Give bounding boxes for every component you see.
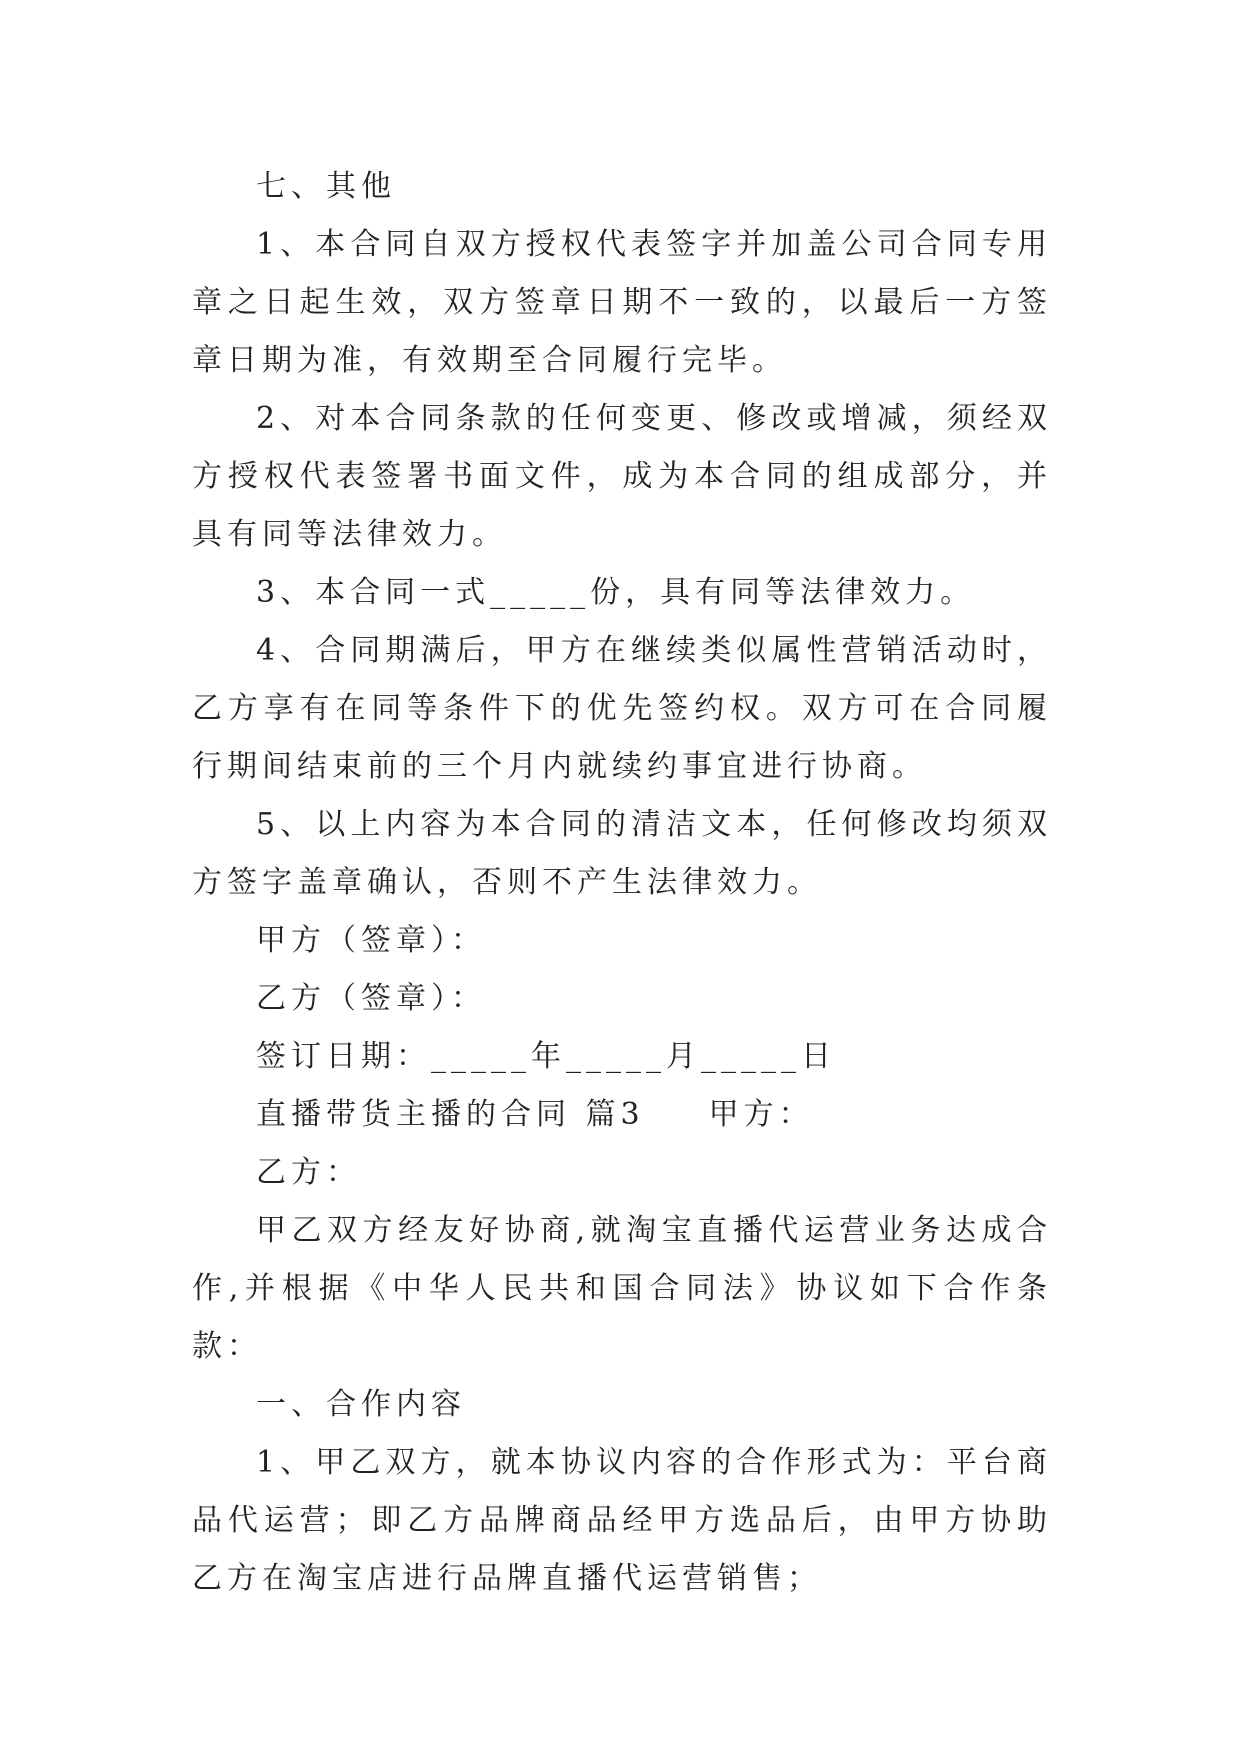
cooperation-clause-1: 1、甲乙双方，就本协议内容的合作形式为：平台商品代运营；即乙方品牌商品经甲方选品后，由甲方协助乙方在淘宝店进行品牌直播代运营销售； [192, 1445, 1052, 1596]
section-party-b: 乙方： [256, 1155, 361, 1190]
heading-cooperation-content: 一、合作内容 [256, 1387, 466, 1422]
clause-1: 1、本合同自双方授权代表签字并加盖公司合同专用章之日起生效，双方签章日期不一致的，以最后一方签章日期为准，有效期至合同履行完毕。 [192, 227, 1052, 378]
clause-2: 2、对本合同条款的任何变更、修改或增减，须经双方授权代表签署书面文件，成为本合同的组成部分，并具有同等法律效力。 [192, 401, 1052, 552]
clause-3: 3、本合同一式_____份，具有同等法律效力。 [256, 575, 976, 610]
section-heading-line [192, 1086, 1052, 1144]
section-title: 直播带货主播的合同 篇3 [256, 1097, 645, 1132]
document-body [192, 158, 1052, 1608]
clause-5: 5、以上内容为本合同的清洁文本，任何修改均须双方签字盖章确认，否则不产生法律效力。 [192, 807, 1052, 900]
party-a-signature: 甲方（签章）： [256, 923, 486, 958]
section-party-a: 甲方： [708, 1097, 814, 1132]
signing-date: 签订日期：_____年_____月_____日 [256, 1039, 836, 1074]
clause-4: 4、合同期满后，甲方在继续类似属性营销活动时，乙方享有在同等条件下的优先签约权。双方可在合同履行期间结束前的三个月内就续约事宜进行协商。 [192, 633, 1052, 784]
party-b-signature: 乙方（签章）： [256, 981, 486, 1016]
intro-paragraph: 甲乙双方经友好协商,就淘宝直播代运营业务达成合作,并根据《中华人民共和国合同法》协议如下合作条款： [192, 1213, 1052, 1364]
heading-other: 七、其他 [256, 169, 396, 204]
